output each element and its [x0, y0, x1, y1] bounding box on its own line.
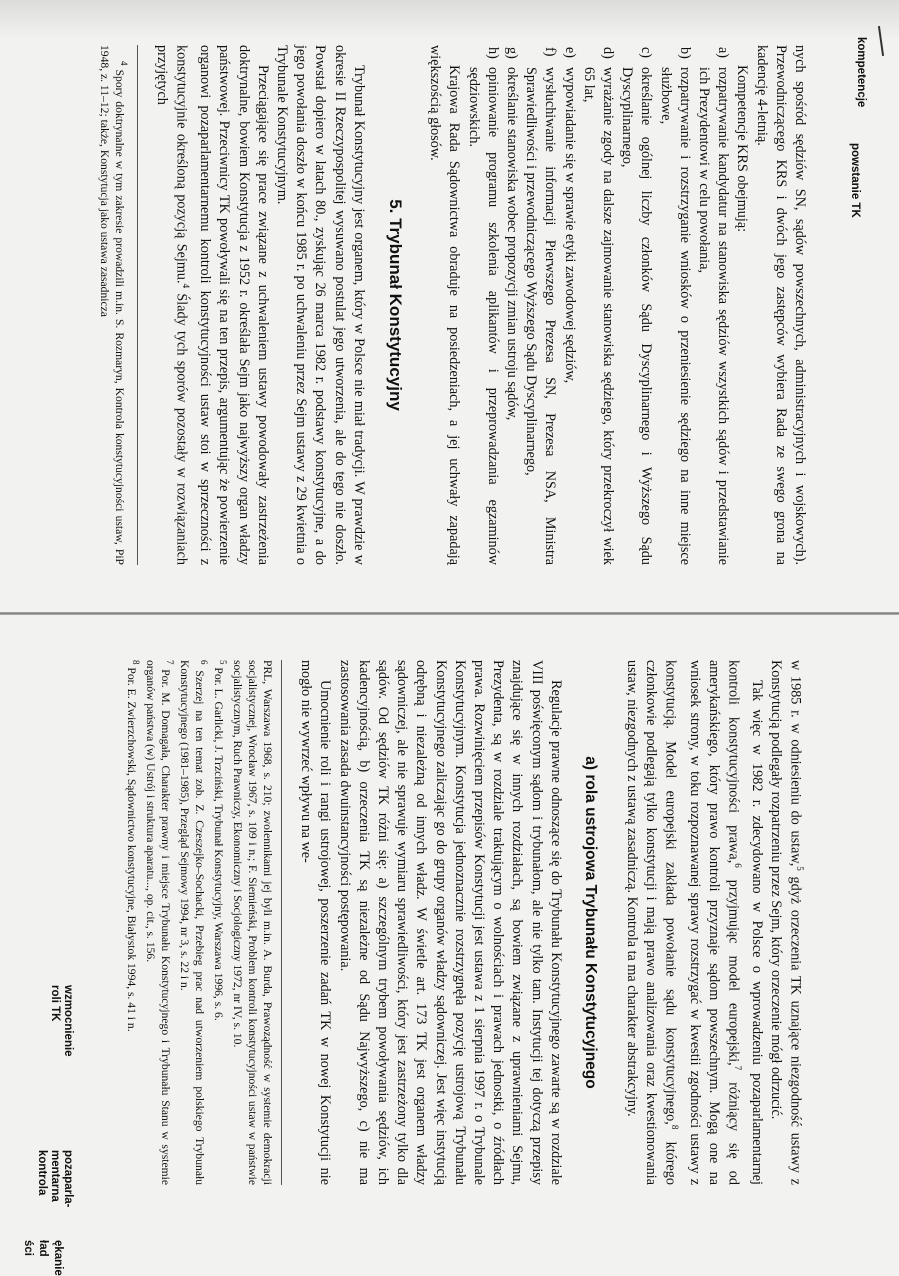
list-label: a)	[715, 47, 732, 59]
list-text: wypowiadanie się w sprawie etyki zawodowej sędziów,	[561, 67, 578, 384]
margin-note-pozaparlamentarna: pozaparla- mentarna kontrola	[36, 1150, 74, 1208]
list-text: określanie ogólnej liczby członków Sądu Dyscyplinarnego i Wyższego Sądu Dyscyplinarnego,	[619, 67, 655, 565]
list-label: f)	[542, 47, 559, 57]
footnote-number: 6	[199, 660, 210, 665]
footnote	[143, 660, 177, 1185]
list-item	[617, 47, 655, 565]
margin-note-cut-3: ści	[22, 1240, 34, 1256]
text-run: Tak więc w 1982 r. zdecydowano w Polsce o wprowadzeniu pozaparlamentarnej kontroli konstytucyjności prawa,	[724, 660, 765, 1185]
regulation-paragraph: Regulacje prawne odnoszące się do Trybunału Konstytucyjnego zawarte są w rozdziale VIII poświęconym sądom i trybunałom, ale nie tylko tam. Instytucji tej dotyczą przepisy znajdujące się w innych rozdziałach, są bowiem związane z uprawnieniami Sejmu, Prezydenta, są w rozdziale traktującym o wolnościach i prawach jednostki, o źródłach prawa. Rozwinięciem przepisów Konstytucji jest ustawa z 1 sierpnia 1997 r. o Trybunale Konstytucyjnym. Konstytucja jednoznacznie rozstrzygnęła pozycję ustrojową Trybunału Konstytucyjnego zaliczając go do grupy organów władzy sądowniczej. Jest więc instytucją odrębną i niezależną od innych władz. W świetle art. 173 TK jest organem władzy sądowniczej, ale nie sprawuje wymiaru sprawiedliwości, który jest zastrzeżony tylko dla sądów. Od sędziów TK różni się: a) szczególnym trybem powoływania sędziów, ich kadencyjnością, b) orzeczenia TK są niezależne od Sądu Najwyższego, c) nie ma zastosowania zasada dwuinstancyjności postępowania.	[336, 660, 564, 1185]
section-title: 5. Trybunał Konstytucyjny	[385, 199, 405, 411]
footnote-text: Por. E. Zwierzchowski, Sądownictwo konstytucyjne, Białystok 1994, s. 41 i n.	[125, 667, 139, 1032]
footnote	[177, 660, 211, 1185]
footnote	[230, 660, 275, 1185]
list-item	[655, 47, 693, 565]
krs-voting-paragraph: Krajowa Rada Sądownictwa obraduje na posiedzeniach, a jej uchwały zapadają większością głosów.	[427, 45, 463, 565]
margin-note-powstanie: powstanie TK	[849, 143, 861, 218]
footnote	[97, 45, 131, 565]
tk-paragraph-1: Trybunał Konstytucyjny jest organem, który w Polsce nie miał tradycji. W prawdzie w okresie II Rzeczypospolitej wysuwano postulat jego utworzenia, ale do tego nie doszło. Powstał dopiero w latach 80., zyskując 26 marca 1982 r. podstawy konstytucyjne, a do jego powołania doszło w końcu 1985 r. po uchwaleniu przez Sejm ustawy z 29 kwietnia o Trybunale Konstytucyjnym.	[273, 45, 367, 565]
list-item	[463, 47, 501, 565]
footnote-text: PRL, Warszawa 1968, s. 210; zwolennikami jej byli m.in. A. Burda, Prawoządność w systemie demokracji socjalistycznej, Wrocław 1967, s. 109 i n.; F. Siemieński, Problem kontroli konstytucyjności ustaw w państwie socjalistycznym, Ruch Prawniczy, Ekonomiczny i Socjologiczny 1972, nr IV, s. 10.	[230, 660, 274, 1185]
margin-note-cut-1: ękanie	[52, 1240, 64, 1276]
right-footnotes	[124, 660, 281, 1185]
list-text: opiniowanie programu szkolenia aplikantów i przeprowadzania egzaminów sędziowskich.	[465, 67, 501, 565]
list-item	[502, 47, 521, 565]
footnote-ref: 5	[795, 866, 805, 871]
text-run: Ślady tych sporów pozostały w rozwiązaniach przyjętych	[153, 45, 190, 565]
list-label: e)	[561, 47, 578, 59]
continuation-paragraph	[766, 660, 809, 1185]
list-text: wysłuchiwanie informacji Pierwszego Prezesa SN, Prezesa NSA, Ministra Sprawiedliwości i przewodniczącego Wyższego Sądu Dyscyplinarnego,	[523, 67, 559, 565]
left-footnotes	[97, 45, 138, 565]
list-text: rozpatrywanie i rozstrzyganie wniosków o przeniesienie sędziego na inne miejsce służbowe,	[657, 67, 693, 565]
list-text: określanie stanowiska wobec propozycji zmian ustroju sądów,	[503, 67, 520, 421]
text-run: Przeciągające się prace związane z uchwaleniem ustawy powodowały zastrzeżenia doktrynalne, bowiem Konstytucja z 1952 r. określała Sejm jako najwyższy organ władzy państwowej. Przeciwnicy TK powoływali się na ten przepis, argumentując że powierzenie organowi pozaparlamentarnemu kontroli konstytucyjności ustaw stoi w sprzeczności z konstytucyjnie określoną pozycją Sejmu.	[173, 45, 271, 565]
text-run: którego członkowie podlegają tylko konstytucji i mają prawo analizowania oraz kwestionowania ustaw, niezgodnych z ustawą zasadniczą. Kontrola ta ma charakter abstrakcyjny.	[624, 660, 679, 1185]
text-run: różniący się od amerykańskiego, który prawo kontroli przyznaje sądom powszechnym. Mogą one na wniosek strony, w toku rozpoznawanej sprawy rozstrzygać w kwestii zgodności ustawy z konstytucją. Model europejski zakłada powołanie sądu konstytucyjnego,	[662, 660, 741, 1185]
competences-list	[463, 45, 732, 565]
footnote-ref: 7	[732, 1065, 743, 1071]
right-text-column	[40, 660, 809, 1185]
footnote-number: 7	[165, 660, 176, 665]
footnote-number: 5	[217, 660, 228, 665]
text-run: w 1985 r. w odniesieniu do ustaw,	[787, 660, 804, 867]
book-gutter	[0, 612, 899, 615]
list-label: c)	[638, 47, 655, 59]
list-item	[521, 47, 559, 565]
left-page	[0, 25, 899, 585]
list-label: g)	[503, 47, 520, 59]
list-label: h)	[484, 47, 501, 59]
footnote-ref: 4	[180, 283, 191, 289]
intro-paragraph: nych spośród sędziów SN, sądów powszechnych, administracyjnych i wojskowych). Przewodniczącego KRS i dwóch jego zastępców wybiera Rada ze swego grona na kadencję 4-letnią.	[753, 45, 808, 565]
footnote-number: 4	[118, 61, 129, 66]
right-page	[0, 640, 899, 1238]
competences-lead: Kompetencje KRS obejmują:	[734, 65, 751, 233]
margin-note-cut-2: ład	[37, 1240, 49, 1257]
footnote-text: Por. L. Garlicki, J. Trzciński, Trybunał Konstytucyjny, Warszawa 1996, s. 6.	[212, 667, 226, 1021]
footnote	[211, 660, 230, 1185]
footnote-text: Spory doktrynalne w tym zakresie prowadzili m.in. S. Rozmaryn, Kontrola konstytucyjności ustaw, PiP 1948, z. 11–12; także, Konstytucja jako ustawa zasadnicza	[97, 45, 126, 565]
text-run: gdyż orzeczenia TK uznające niezgodność ustawy z Konstytucją podlegały rozpatrzeniu przez Sejm, który orzeczenie mógł odrzucić.	[768, 660, 804, 1185]
list-text: rozpatrywanie kandydatur na stanowiska sędziów wszystkich sądów i przedstawianie ich Prezydentowi w celu powołania,	[695, 67, 732, 565]
footnote-number: 8	[131, 660, 142, 665]
footnote-text: Szerzej na ten temat zob. Z. Czeszejko–Sochacki, Przebieg prac nad utworzeniem polskiego Trybunału Konstytucyjnego (1981–1985), Przegląd Sejmowy 1994, nr 3, s. 22 i n.	[178, 660, 207, 1185]
footnote-ref: 8	[670, 1124, 681, 1130]
list-item	[579, 47, 617, 565]
list-text: wyrażanie zgody na dalsze zajmowanie stanowiska sędziego, który przekroczył wiek 65 lat,	[580, 67, 616, 565]
list-label: b)	[676, 47, 693, 59]
margin-note-kompetencje: kompetencje	[855, 37, 867, 108]
text-run: przyjmując model europejski,	[724, 879, 741, 1066]
footnote	[124, 660, 143, 1185]
list-item	[559, 47, 578, 565]
tk-paragraph-2	[152, 45, 272, 565]
footnote-ref: 6	[732, 863, 743, 868]
footnote-text: Por. M. Domagała, Charakter prawny i miejsce Trybunału Konstytucyjnego i Trybunału Stanu w systemie organów państwa (w) Ustrój i struktura aparatu..., op. cit., s. 156.	[144, 660, 173, 1185]
left-text-column	[40, 45, 809, 565]
list-item	[694, 47, 732, 565]
subsection-title: a) rola ustrojowa Trybunału Konstytucyjnego	[581, 756, 599, 1089]
list-label: d)	[599, 47, 616, 59]
strengthening-paragraph: Umocnienie roli i rangi ustrojowej, poszerzenie zadań TK w nowej Konstytucji nie mogło nie wywrzeć wpływu na we-	[298, 660, 334, 1185]
margin-note-wzmocnienie: wzmocnienie roli TK	[49, 985, 74, 1057]
model-paragraph	[622, 660, 766, 1185]
